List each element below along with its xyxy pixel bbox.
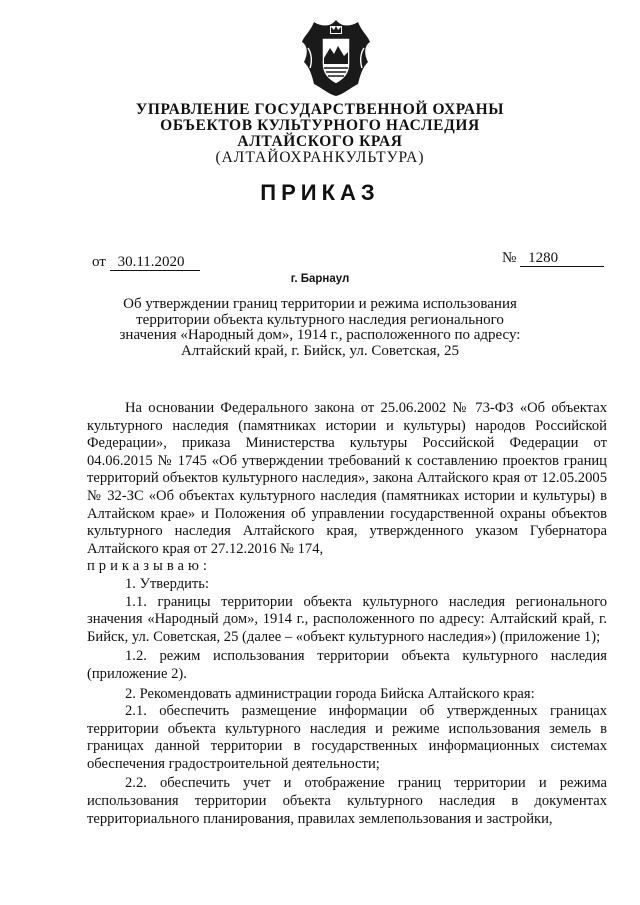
subject-line-3: значения «Народный дом», 1914 г., расположенного по адресу:	[119, 327, 521, 343]
number-prefix: №	[502, 250, 517, 266]
coat-of-arms-icon	[300, 18, 372, 98]
paragraph-1-1: 1.1. границы территории объекта культурного наследия регионального значения «Народный дом», 1914 г., расположенного по адресу: Алтайский край, г. Бийск, ул. Советская, 25 (далее – «объект культурного наследия») (приложение 1);	[87, 593, 607, 645]
paragraph-1-2: 1.2. режим использования территории объекта культурного наследия (приложение 2).	[87, 648, 607, 682]
paragraph-2: 2. Рекомендовать администрации города Бийска Алтайского края:	[125, 685, 535, 702]
order-body	[87, 400, 607, 830]
date-prefix: от	[92, 254, 106, 270]
org-line-1: УПРАВЛЕНИЕ ГОСУДАРСТВЕННОЙ ОХРАНЫ	[135, 101, 505, 118]
subject-line-4: Алтайский край, г. Бийск, ул. Советская, 25	[180, 342, 460, 359]
subject-line-1: Об утверждении границ территории и режима использования	[123, 296, 517, 312]
decree-line	[87, 558, 607, 576]
subject-line-2: территории объекта культурного наследия регионального	[136, 311, 504, 328]
org-line-2: ОБЪЕКТОВ КУЛЬТУРНОГО НАСЛЕДИЯ	[160, 117, 480, 134]
org-abbreviation: (АЛТАЙОХРАНКУЛЬТУРА)	[215, 149, 425, 166]
order-date	[92, 254, 200, 271]
city-name: г. Барнаул	[290, 273, 350, 285]
paragraph-1: 1. Утвердить:	[125, 575, 210, 592]
paragraph-2-1: 2.1. обеспечить размещение информации об утвержденных границах территории объекта культурного наследия и режиме использования земель в границах данной территории в государственных информационных системах обеспечения градостроительной деятельности;	[87, 703, 607, 772]
org-line-3: АЛТАЙСКОГО КРАЯ	[237, 133, 403, 150]
organization-header	[0, 102, 640, 166]
order-number	[502, 250, 604, 267]
date-value: 30.11.2020	[110, 255, 200, 271]
paragraph-2-2: 2.2. обеспечить учет и отображение границ территории и режима использования территории объекта культурного наследия в документах территориального планирования, правилах землепользования и застройки,	[87, 775, 607, 827]
order-subject	[0, 297, 640, 359]
preamble-paragraph: На основании Федерального закона от 25.06.2002 № 73-ФЗ «Об объектах культурного наследия (памятниках истории и культуры) народов Российской Федерации», приказа Министерства культуры Российской Федерации от 04.06.2015 № 1745 «Об утверждении требований к составлению проектов границ территорий объектов культурного наследия», закона Алтайского края от 12.05.2005 № 32-ЗС «Об объектах культурного наследия (памятниках истории и культуры) в Алтайском крае» и Положения об управлении государственной охраны объектов культурного наследия Алтайского края, утвержденного указом Губернатора Алтайского края от 27.12.2016 № 174,	[87, 400, 607, 557]
number-value: 1280	[520, 251, 604, 267]
decree-word: приказываю:	[87, 558, 211, 575]
document-title: ПРИКАЗ	[260, 180, 380, 205]
